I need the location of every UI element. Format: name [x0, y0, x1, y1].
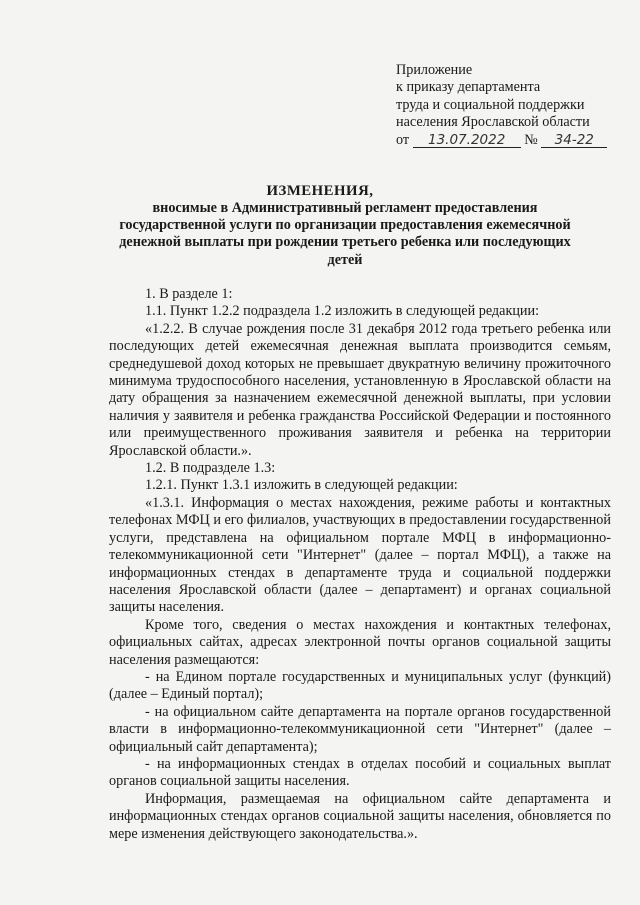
- paragraph-moreover: Кроме того, сведения о местах нахождения и контактных телефонах, официальных сайтах, адресах электронной почты органов социальной защиты населения размещаются:: [109, 616, 611, 668]
- appendix-line-2: к приказу департамента: [396, 79, 541, 96]
- order-date: 13.07.2022: [413, 133, 521, 148]
- document-subtitle: вносимые в Административный регламент предоставления государственной услуги по организации предоставления ежемесячной денежной выплаты при рождении третьего ребенка или последующих детей: [119, 200, 571, 268]
- appendix-line-1: Приложение: [396, 62, 473, 78]
- document-title: ИЗМЕНЕНИЯ,: [266, 183, 374, 199]
- list-item-unified-portal: - на Едином портале государственных и муниципальных услуг (функций) (далее – Единый портал);: [109, 668, 611, 703]
- paragraph-1-2-2-text: «1.2.2. В случае рождения после 31 декабря 2012 года третьего ребенка или последующих детей ежемесячная денежная выплата производится семьям, среднедушевой доход которых не превышает двукратную величину прожиточного минимума трудоспособного населения, установленную в Ярославской области на дату обращения за назначением ежемесячной денежной выплаты, при условии наличия у заявителя и ребенка гражданства Российской Федерации и постоянного или преимущественного проживания заявителя и ребенка на территории Ярославской области.».: [109, 320, 611, 459]
- paragraph-1-3-1-text: «1.3.1. Информация о местах нахождения, режиме работы и контактных телефонах МФЦ и его филиалов, участвующих в предоставлении государственной услуги, представлена на официальном портале МФЦ в информационно-телекоммуникационной сети "Интернет" (далее – портал МФЦ), а также на информационных стендах в департаменте труда и социальной поддержки населения Ярославской области (далее – департамент) и органах социальной защиты населения.: [109, 494, 611, 616]
- document-body: [109, 286, 611, 843]
- paragraph-information-update: Информация, размещаемая на официальном сайте департамента и информационных стендах органов социальной защиты населения, обновляется по мере изменения действующего законодательства.».: [109, 790, 611, 842]
- paragraph-1-2-1: 1.2.1. Пункт 1.3.1 изложить в следующей редакции:: [145, 477, 458, 494]
- number-label: №: [524, 131, 538, 148]
- appendix-line-4: населения Ярославской области: [396, 114, 590, 131]
- from-label: от: [396, 131, 410, 148]
- list-item-info-stands: - на информационных стендах в отделах пособий и социальных выплат органов социальной защиты населения.: [109, 755, 611, 790]
- paragraph-1-2: 1.2. В подразделе 1.3:: [145, 460, 276, 477]
- appendix-block: [396, 62, 607, 149]
- paragraph-section-1: 1. В разделе 1:: [145, 286, 233, 302]
- appendix-line-3: труда и социальной поддержки: [396, 96, 585, 113]
- list-item-official-site: - на официальном сайте департамента на портале органов государственной власти в информационно-телекоммуникационной сети "Интернет" (далее – официальный сайт департамента);: [109, 703, 611, 755]
- order-date-number-line: [396, 132, 607, 149]
- paragraph-1-1: 1.1. Пункт 1.2.2 подраздела 1.2 изложить в следующей редакции:: [145, 303, 540, 320]
- order-number: 34-22: [541, 133, 607, 148]
